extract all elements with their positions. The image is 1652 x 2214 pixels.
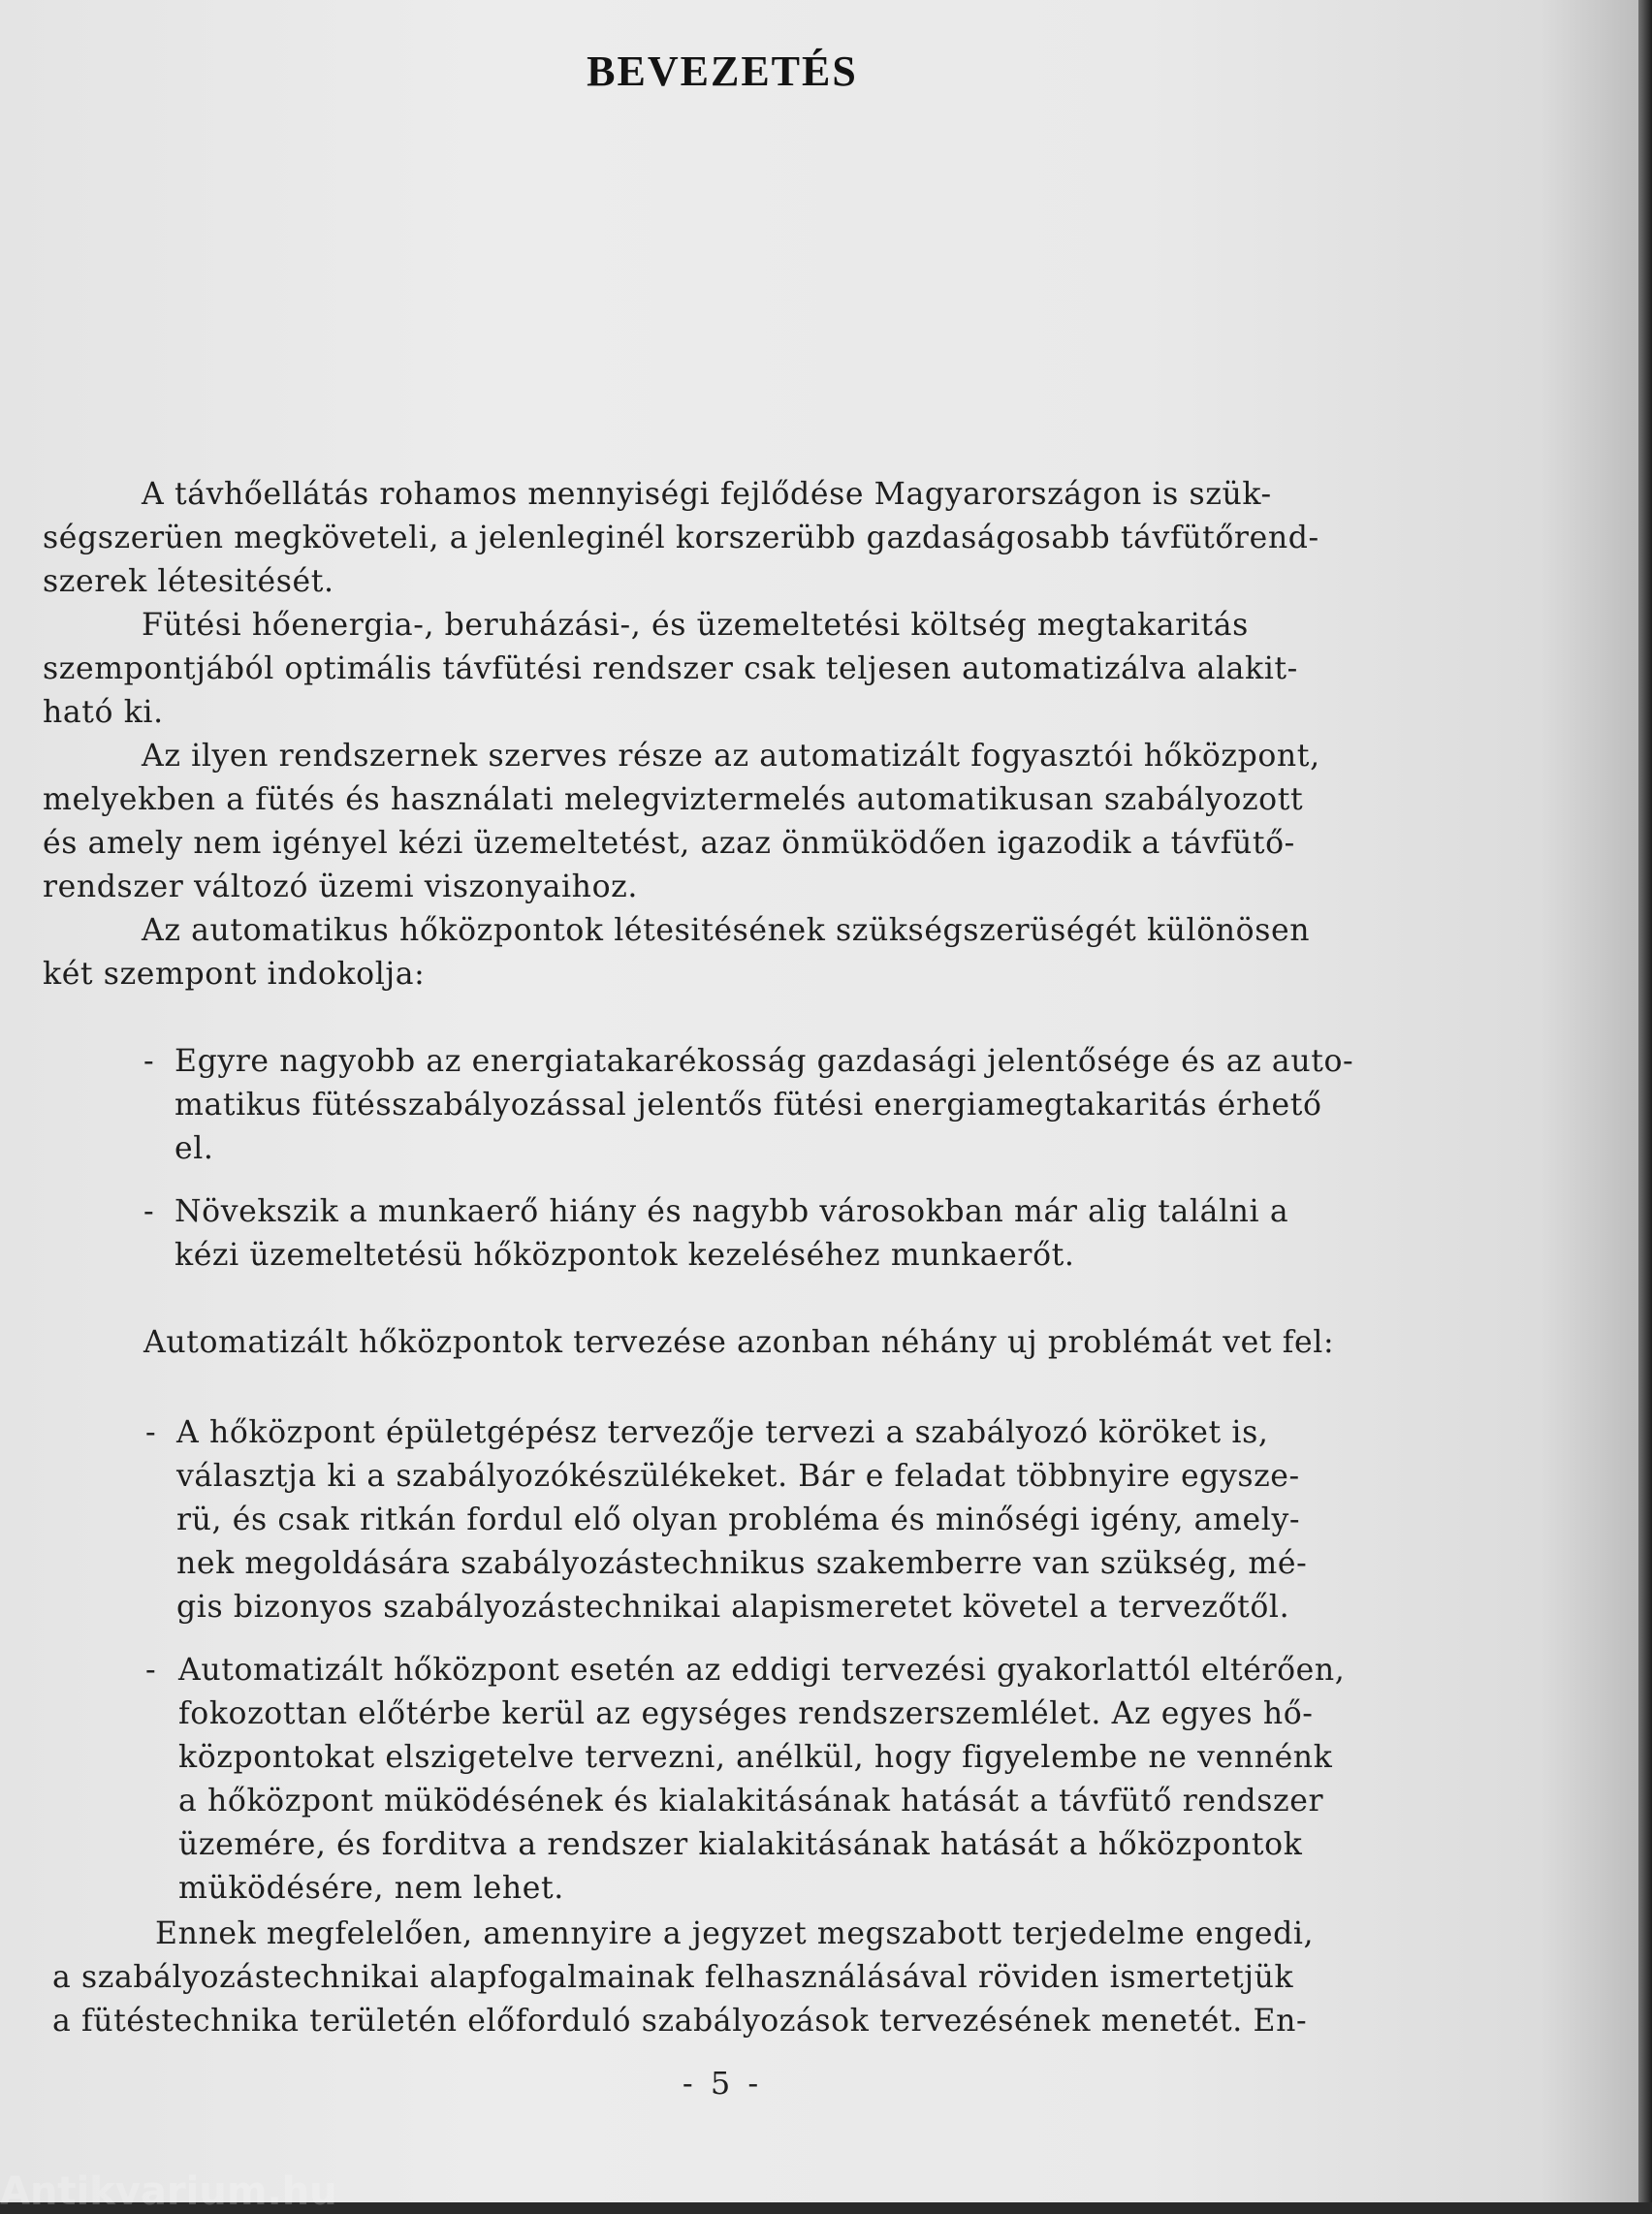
list-item-line: a hőközpont müködésének és kialakitásának hatását a távfütő rendszer — [178, 1784, 1324, 1819]
text-line: Fütési hőenergia-, beruházási-, és üzemeltetési költség megtakaritás — [142, 608, 1249, 643]
list-item-line: Növekszik a munkaerő hiány és nagybb városokban már alig találni a — [175, 1194, 1289, 1229]
list-bullet-dash: - — [145, 1653, 156, 1688]
list-item-line: Automatizált hőközpont esetén az eddigi tervezési gyakorlattól eltérően, — [178, 1653, 1346, 1688]
text-line: melyekben a fütés és használati melegviztermelés automatikusan szabályozott — [43, 782, 1304, 817]
text-line: A távhőellátás rohamos mennyiségi fejlődése Magyarországon is szük- — [142, 477, 1272, 512]
list-item-line: üzemére, és forditva a rendszer kialakitásának hatását a hőközpontok — [178, 1827, 1303, 1862]
list-item-line: rü, és csak ritkán fordul elő olyan probléma és minőségi igény, amely- — [176, 1502, 1301, 1537]
text-line: a fütéstechnika területén előforduló szabályozások tervezésének menetét. En- — [52, 2004, 1308, 2039]
text-line: Ennek megfelelően, amennyire a jegyzet megszabott terjedelme engedi, — [155, 1916, 1315, 1951]
list-item-line: gis bizonyos szabályozástechnikai alapismeretet követel a tervezőtől. — [176, 1590, 1290, 1625]
page-number: - 5 - — [682, 2065, 763, 2102]
list-item-line: központokat elszigetelve tervezni, anélkül, hogy figyelembe ne vennénk — [178, 1740, 1333, 1775]
list-item-line: matikus fütésszabályozással jelentős fütési energiamegtakaritás érhető — [175, 1088, 1322, 1123]
list-bullet-dash: - — [143, 1044, 154, 1079]
text-line: és amely nem igényel kézi üzemeltetést, azaz önmüködően igazodik a távfütő- — [43, 826, 1295, 861]
list-item-line: A hőközpont épületgépész tervezője tervezi a szabályozó köröket is, — [176, 1415, 1269, 1450]
page-title: BEVEZETÉS — [587, 47, 858, 95]
list-item-line: nek megoldására szabályozástechnikus szakemberre van szükség, mé- — [176, 1546, 1308, 1581]
watermark: Antikvarium.hu — [0, 2169, 337, 2214]
text-line: szempontjából optimális távfütési rendszer csak teljesen automatizálva alakit- — [43, 651, 1298, 686]
text-line: Az automatikus hőközpontok létesitésének szükségszerüségét különösen — [142, 913, 1311, 948]
text-line: Automatizált hőközpontok tervezése azonban néhány uj problémát vet fel: — [143, 1325, 1335, 1360]
list-item-line: müködésére, nem lehet. — [178, 1871, 564, 1906]
text-line: ségszerüen megköveteli, a jelenleginél korszerübb gazdaságosabb távfütőrend- — [43, 521, 1319, 555]
list-item-line: választja ki a szabályozókészülékeket. Bár e feladat többnyire egysze- — [176, 1459, 1300, 1494]
text-line: két szempont indokolja: — [43, 957, 426, 992]
text-line: a szabályozástechnikai alapfogalmainak felhasználásával röviden ismertetjük — [52, 1960, 1294, 1995]
list-bullet-dash: - — [143, 1194, 154, 1229]
text-line: Az ilyen rendszernek szerves része az automatizált fogyasztói hőközpont, — [142, 739, 1320, 774]
list-bullet-dash: - — [145, 1415, 156, 1450]
list-item-line: el. — [175, 1131, 214, 1166]
page-edge-shadow — [1638, 0, 1652, 2202]
list-item-line: Egyre nagyobb az energiatakarékosság gazdasági jelentősége és az auto- — [175, 1044, 1354, 1079]
list-item-line: fokozottan előtérbe kerül az egységes rendszerszemlélet. Az egyes hő- — [178, 1696, 1314, 1731]
list-item-line: kézi üzemeltetésü hőközpontok kezeléséhez munkaerőt. — [175, 1238, 1075, 1273]
text-line: rendszer változó üzemi viszonyaihoz. — [43, 870, 638, 904]
text-line: ható ki. — [43, 695, 164, 730]
text-line: szerek létesitését. — [43, 564, 334, 599]
